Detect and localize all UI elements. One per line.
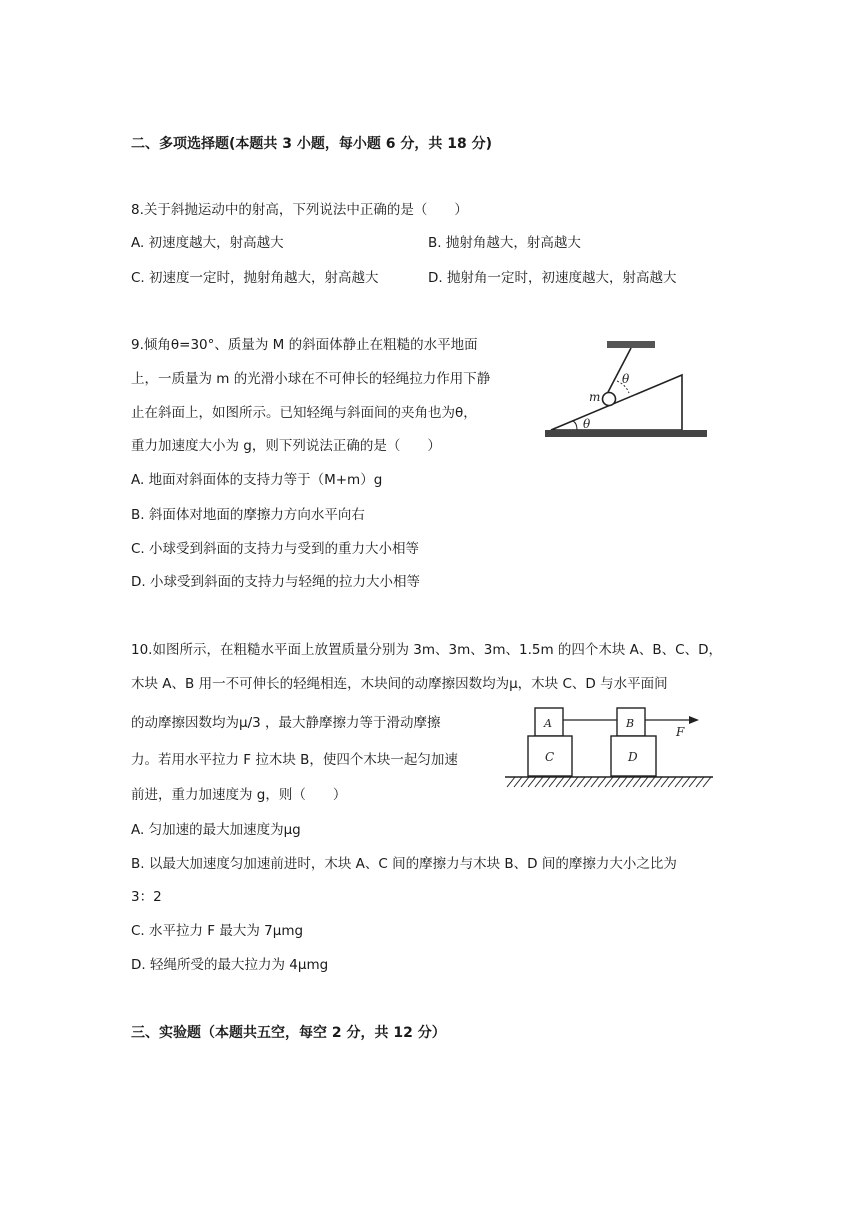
ball bbox=[603, 393, 616, 406]
q10-stem-line-1: 10.如图所示，在粗糙水平面上放置质量分别为 3m、3m、3m、1.5m 的四个木块 A、B、C、D， bbox=[131, 642, 722, 658]
q9-stem-line-1: 9.倾角θ=30°、质量为 M 的斜面体静止在粗糙的水平地面 bbox=[131, 337, 478, 353]
q8-option-c: C. 初速度一定时，抛射角越大，射高越大 bbox=[131, 270, 379, 286]
block-a-label: A bbox=[544, 717, 552, 730]
base-angle-label: θ bbox=[583, 417, 591, 431]
section-3-heading: 三、实验题（本题共五空，每空 2 分，共 12 分） bbox=[131, 1025, 446, 1041]
q10-stem-line-5: 前进，重力加速度为 g，则（ ） bbox=[131, 787, 347, 803]
ball-label: m bbox=[589, 390, 601, 404]
ground-hatching bbox=[507, 777, 711, 787]
ground-hatch bbox=[545, 430, 707, 437]
q8-option-b: B. 抛射角越大，射高越大 bbox=[428, 235, 581, 251]
q10-option-b: B. 以最大加速度匀加速前进时，木块 A、C 间的摩擦力与木块 B、D 间的摩擦力大小之比为 bbox=[131, 856, 677, 872]
q9-option-d: D. 小球受到斜面的支持力与轻绳的拉力大小相等 bbox=[131, 574, 420, 590]
block-b-label: B bbox=[626, 717, 635, 730]
q9-option-a: A. 地面对斜面体的支持力等于（M+m）g bbox=[131, 472, 383, 488]
q9-stem-line-4: 重力加速度大小为 g，则下列说法正确的是（ ） bbox=[131, 438, 441, 454]
q9-stem-line-2: 上，一质量为 m 的光滑小球在不可伸长的轻绳拉力作用下静 bbox=[131, 371, 491, 387]
q8-stem: 8.关于斜抛运动中的射高，下列说法中正确的是（ ） bbox=[131, 202, 468, 218]
force-label: F bbox=[676, 725, 685, 739]
q9-option-b: B. 斜面体对地面的摩擦力方向水平向右 bbox=[131, 507, 365, 523]
q10-blocks-figure bbox=[503, 705, 715, 799]
incline-block bbox=[551, 375, 682, 430]
q9-incline-figure bbox=[543, 337, 713, 445]
q10-option-c: C. 水平拉力 F 最大为 7μmg bbox=[131, 923, 304, 939]
force-arrow-head bbox=[689, 716, 699, 724]
q10-stem-line-2: 木块 A、B 用一不可伸长的轻绳相连，木块间的动摩擦因数均为μ，木块 C、D 与水平面间 bbox=[131, 676, 668, 692]
block-c-label: C bbox=[545, 750, 555, 764]
q10-option-a: A. 匀加速的最大加速度为μg bbox=[131, 822, 301, 838]
base-angle-arc bbox=[573, 421, 577, 430]
q10-option-b-cont: 3：2 bbox=[131, 889, 162, 905]
ceiling-hatch bbox=[607, 341, 655, 348]
block-d-label: D bbox=[628, 750, 638, 764]
q9-stem-line-3: 止在斜面上，如图所示。已知轻绳与斜面间的夹角也为θ， bbox=[131, 405, 477, 421]
q10-stem-line-3: 的动摩擦因数均为μ/3 ，最大静摩擦力等于滑动摩擦 bbox=[131, 715, 441, 731]
q10-option-d: D. 轻绳所受的最大拉力为 4μmg bbox=[131, 957, 329, 973]
q8-option-a: A. 初速度越大，射高越大 bbox=[131, 235, 284, 251]
rope-angle-label: θ bbox=[622, 372, 630, 386]
q8-option-d: D. 抛射角一定时，初速度越大，射高越大 bbox=[428, 270, 677, 286]
q10-stem-line-4: 力。若用水平拉力 F 拉木块 B，使四个木块一起匀加速 bbox=[131, 752, 458, 768]
q9-option-c: C. 小球受到斜面的支持力与受到的重力大小相等 bbox=[131, 541, 420, 557]
section-2-heading: 二、多项选择题(本题共 3 小题，每小题 6 分，共 18 分) bbox=[131, 136, 493, 152]
